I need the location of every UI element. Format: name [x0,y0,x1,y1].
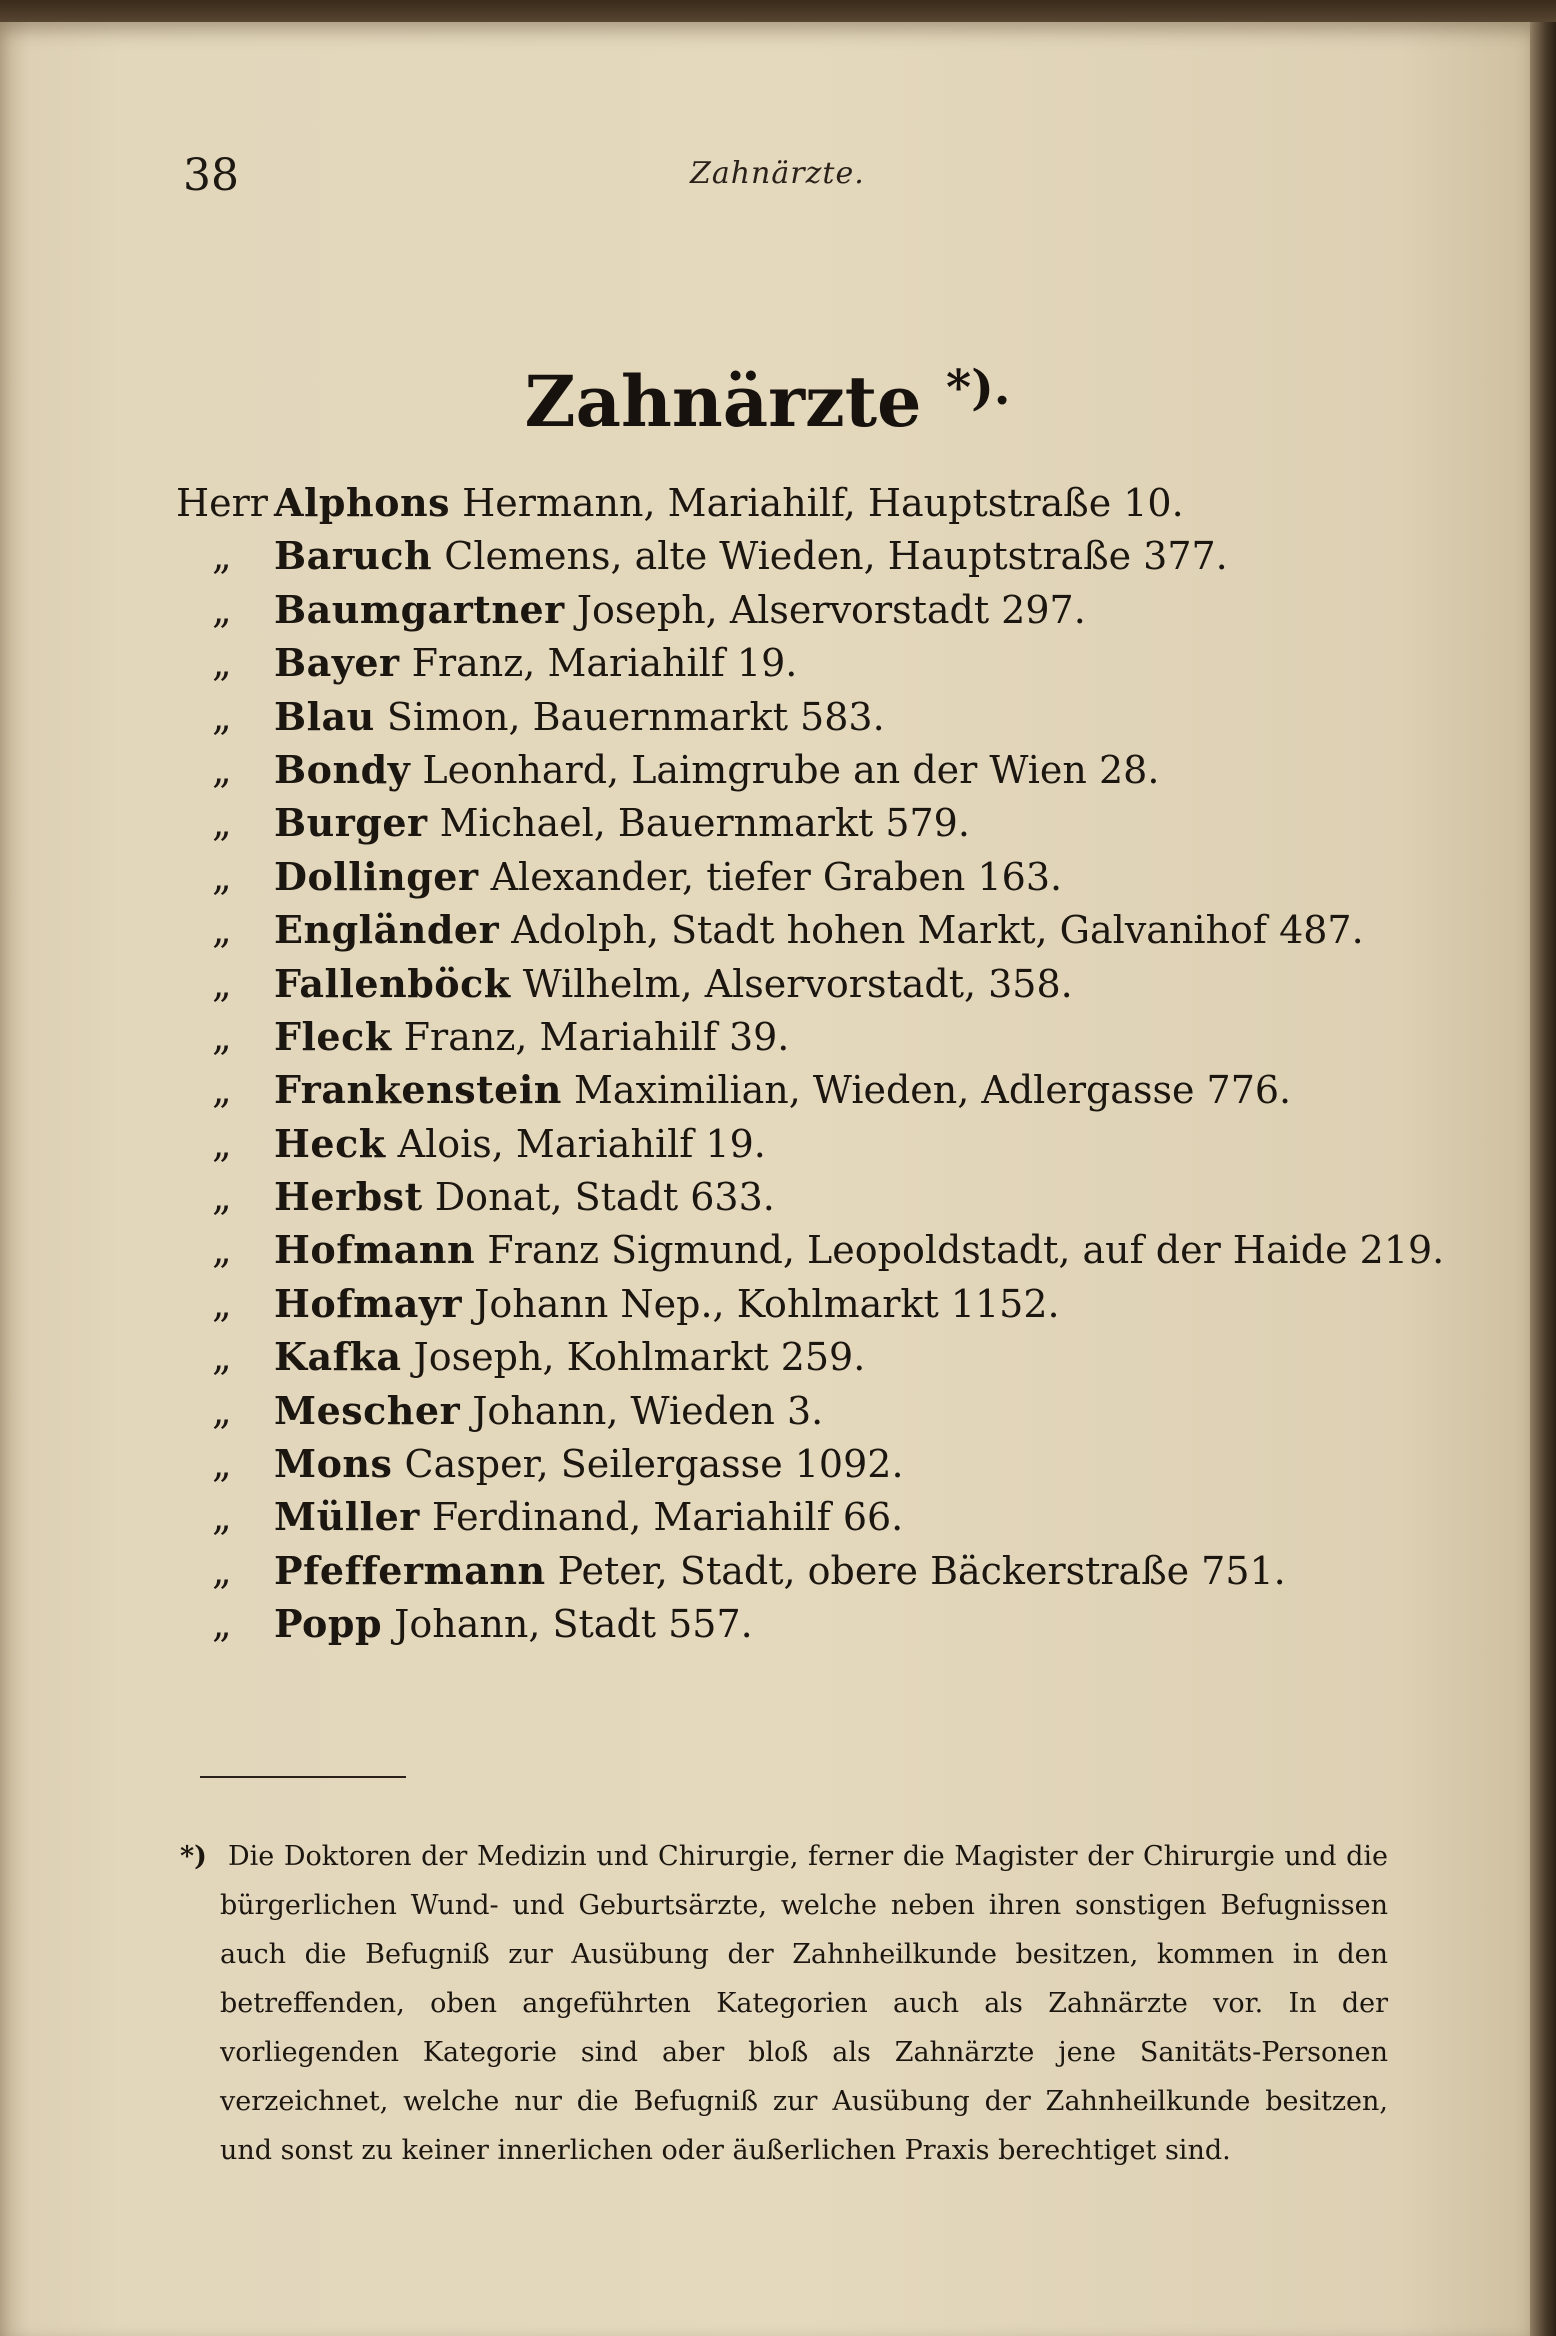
list-item [176,636,1476,689]
entry-details: Johann, Wieden 3. [472,1388,824,1433]
entry-surname: Bondy [274,746,411,792]
entry-details: Joseph, Kohlmarkt 259. [413,1335,866,1380]
entry-details: Alois, Mariahilf 19. [397,1121,766,1166]
list-item [176,1010,1476,1063]
entry-prefix: „ [212,1228,232,1273]
entry-prefix: „ [212,1014,232,1059]
entry-prefix: „ [212,534,232,579]
entry-details: Simon, Bauernmarkt 583. [386,694,885,739]
entry-prefix: „ [212,854,232,899]
entry-surname: Baumgartner [274,586,565,632]
entry-surname: Baruch [274,533,433,579]
entry-details: Johann Nep., Kohlmarkt 1152. [474,1281,1060,1326]
entry-details: Franz Sigmund, Leopoldstadt, auf der Haide 219. [487,1228,1445,1273]
entry-details: Joseph, Alservorstadt 297. [576,587,1086,632]
list-item [176,1544,1476,1597]
list-item [176,1170,1476,1223]
list-item [176,1063,1476,1116]
footnote-reference-marker: *). [945,360,1011,416]
entry-details: Donat, Stadt 633. [434,1175,775,1220]
chapter-title-text: Zahnärzte [524,360,922,443]
list-item [176,743,1476,796]
entry-surname: Kafka [274,1334,402,1380]
entry-surname: Engländer [274,907,500,953]
entry-surname: Mons [274,1441,393,1487]
entry-surname: Heck [274,1120,386,1166]
entry-surname: Herbst [274,1174,423,1220]
entry-details: Johann, Stadt 557. [394,1602,753,1647]
entry-prefix: „ [212,587,232,632]
entry-surname: Fleck [274,1013,392,1059]
list-item [176,529,1476,582]
entry-details: Casper, Seilergasse 1092. [404,1442,904,1487]
list-item [176,1223,1476,1276]
entry-surname: Alphons [274,480,450,525]
footnote [180,1832,1388,2175]
list-item [176,1384,1476,1437]
footnote-mark: *) [180,1841,207,1872]
entry-prefix: Herr [176,481,268,525]
entry-prefix: „ [212,801,232,846]
chapter-title [0,360,1535,443]
list-item [176,583,1476,636]
entry-prefix: „ [212,961,232,1006]
entry-prefix: „ [212,1495,232,1540]
entry-prefix: „ [212,747,232,792]
entry-details: Franz, Mariahilf 19. [411,641,798,686]
entry-prefix: „ [212,908,232,953]
footnote-text: Die Doktoren der Medizin und Chirurgie, ferner die Magister der Chirurgie und die bürgerlichen Wund- und Geburtsärzte, welche neben ihren sonstigen Befugnissen auch die Befugniß zur Ausübung der Zahnheilkunde besitzen, kommen in den betreffenden, oben angeführten Kategorien auch als Zahnärzte vor. In der vorliegenden Kategorie sind aber bloß als Zahnärzte jene Sanitäts-Personen verzeichnet, welche nur die Befugniß zur Ausübung der Zahnheilkunde besitzen, und sonst zu keiner innerlichen oder äußerlichen Praxis berechtiget sind. [220,1841,1388,2166]
entry-prefix: „ [212,694,232,739]
list-item [176,796,1476,849]
list-item [176,850,1476,903]
entry-prefix: „ [212,1068,232,1113]
entry-surname: Mescher [274,1387,461,1433]
entry-prefix: „ [212,1335,232,1380]
list-item [176,1597,1476,1650]
entry-prefix: „ [212,1281,232,1326]
entry-details: Clemens, alte Wieden, Hauptstraße 377. [444,534,1228,579]
entry-surname: Popp [274,1601,383,1647]
list-item [176,957,1476,1010]
list-item [176,903,1476,956]
footnote-divider [200,1776,406,1778]
entry-details: Franz, Mariahilf 39. [403,1014,790,1059]
entry-prefix: „ [212,641,232,686]
list-item [176,690,1476,743]
entry-details: Adolph, Stadt hohen Markt, Galvanihof 487. [511,908,1364,953]
entry-prefix: „ [212,1548,232,1593]
dentist-list [176,476,1476,1651]
entry-surname: Dollinger [274,853,479,899]
list-item [176,1330,1476,1383]
entry-prefix: „ [212,1388,232,1433]
entry-surname: Hofmann [274,1227,476,1273]
entry-details: Leonhard, Laimgrube an der Wien 28. [422,747,1160,792]
entry-details: Wilhelm, Alservorstadt, 358. [522,961,1073,1006]
entry-details: Alexander, tiefer Graben 163. [490,854,1063,899]
list-item [176,476,1476,529]
entry-prefix: „ [212,1442,232,1487]
entry-prefix: „ [212,1121,232,1166]
list-item [176,1117,1476,1170]
entry-surname: Bayer [274,640,400,686]
entry-surname: Burger [274,800,428,846]
entry-details: Maximilian, Wieden, Adlergasse 776. [574,1068,1292,1113]
entry-surname: Frankenstein [274,1067,562,1113]
entry-prefix: „ [212,1175,232,1220]
list-item [176,1277,1476,1330]
list-item [176,1437,1476,1490]
entry-surname: Blau [274,693,375,739]
entry-details: Michael, Bauernmarkt 579. [439,801,970,846]
entry-surname: Pfeffermann [274,1547,546,1593]
entry-details: Peter, Stadt, obere Bäckerstraße 751. [557,1548,1286,1593]
running-head: Zahnärzte. [690,156,865,191]
list-item [176,1490,1476,1543]
entry-surname: Hofmayr [274,1280,463,1326]
page-number: 38 [183,150,239,201]
entry-details: Hermann, Mariahilf, Hauptstraße 10. [462,481,1184,525]
entry-surname: Müller [274,1494,420,1540]
entry-surname: Fallenböck [274,960,511,1006]
entry-details: Ferdinand, Mariahilf 66. [431,1495,904,1540]
entry-prefix: „ [212,1602,232,1647]
